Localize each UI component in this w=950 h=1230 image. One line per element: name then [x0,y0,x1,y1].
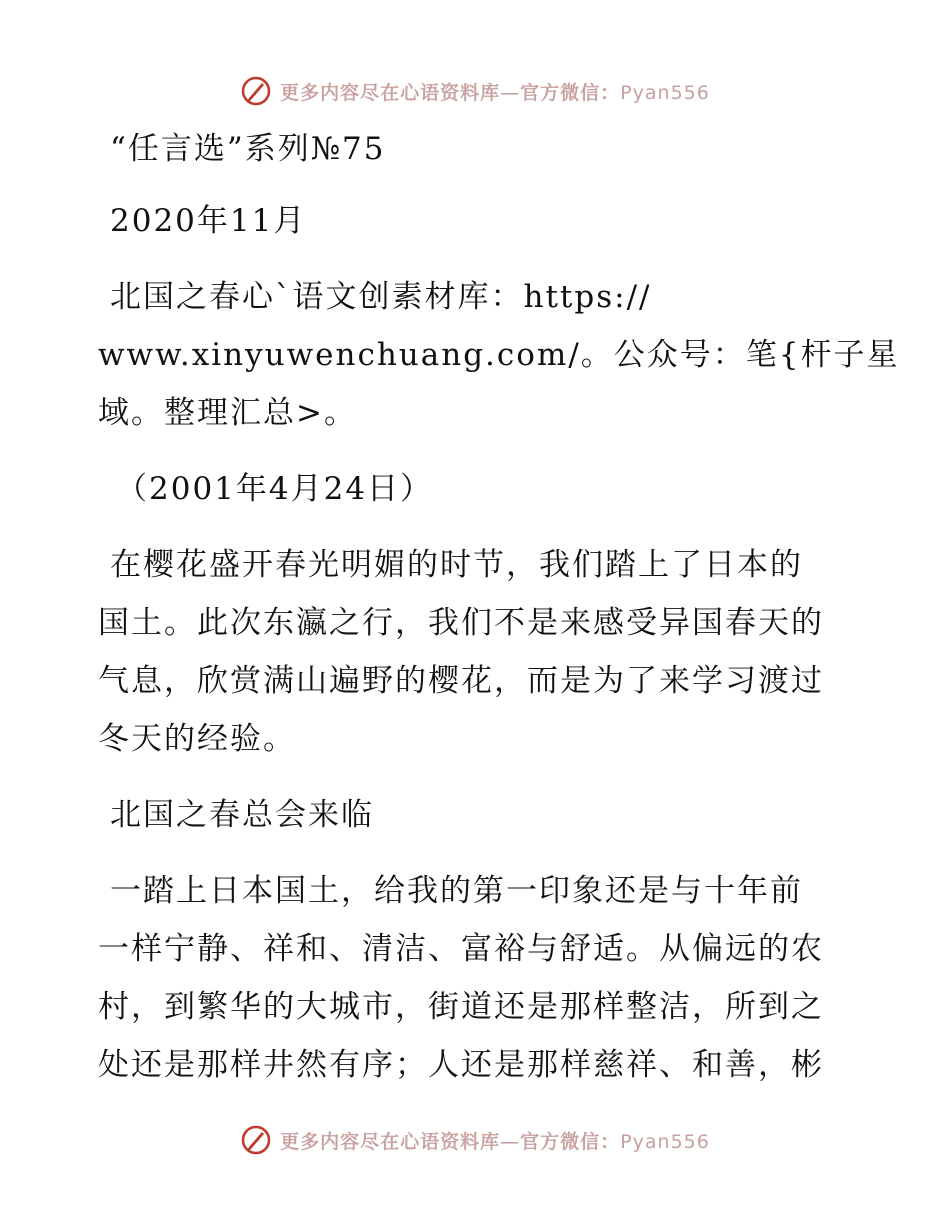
series-line: “任言选”系列№75 [110,131,386,167]
quill-logo-icon [240,1124,272,1156]
section-subtitle: 北国之春总会来临 [110,797,374,833]
paragraph-1 [98,536,858,768]
quill-logo-icon [240,75,272,107]
paragraph-line: 冬天的经验。 [98,721,296,757]
paragraph-line: 一踏上日本国土，给我的第一印象还是与十年前 [110,873,803,909]
source-line: 北国之春心`语文创素材库：https:// [110,279,652,315]
source-line: 域。整理汇总>。 [98,395,357,431]
watermark-text: 更多内容尽在心语资料库—官方微信：Pyan556 [280,1130,710,1153]
document-body [98,120,900,1112]
footer-watermark [0,1120,950,1160]
paragraph-line: 处还是那样井然有序；人还是那样慈祥、和善，彬 [98,1047,824,1083]
paragraph-2 [98,862,858,1094]
paragraph-line: 在樱花盛开春光明媚的时节，我们踏上了日本的 [110,547,803,583]
watermark-text: 更多内容尽在心语资料库—官方微信：Pyan556 [280,81,710,104]
source-line: www.xinyuwenchuang.com/。公众号：笔{杆子星 [98,337,900,373]
paragraph-line: 一样宁静、祥和、清洁、富裕与舒适。从偏远的农 [98,931,824,967]
paragraph-line: 气息，欣赏满山遍野的樱花，而是为了来学习渡过 [98,663,824,699]
paragraph-line: 国土。此次东瀛之行，我们不是来感受异国春天的 [98,605,824,641]
original-date: （2001年4月24日） [116,471,434,507]
paragraph-line: 村，到繁华的大城市，街道还是那样整洁，所到之 [98,989,824,1025]
source-paragraph [98,268,900,442]
date-line: 2020年11月 [110,203,307,239]
header-watermark [0,71,950,111]
